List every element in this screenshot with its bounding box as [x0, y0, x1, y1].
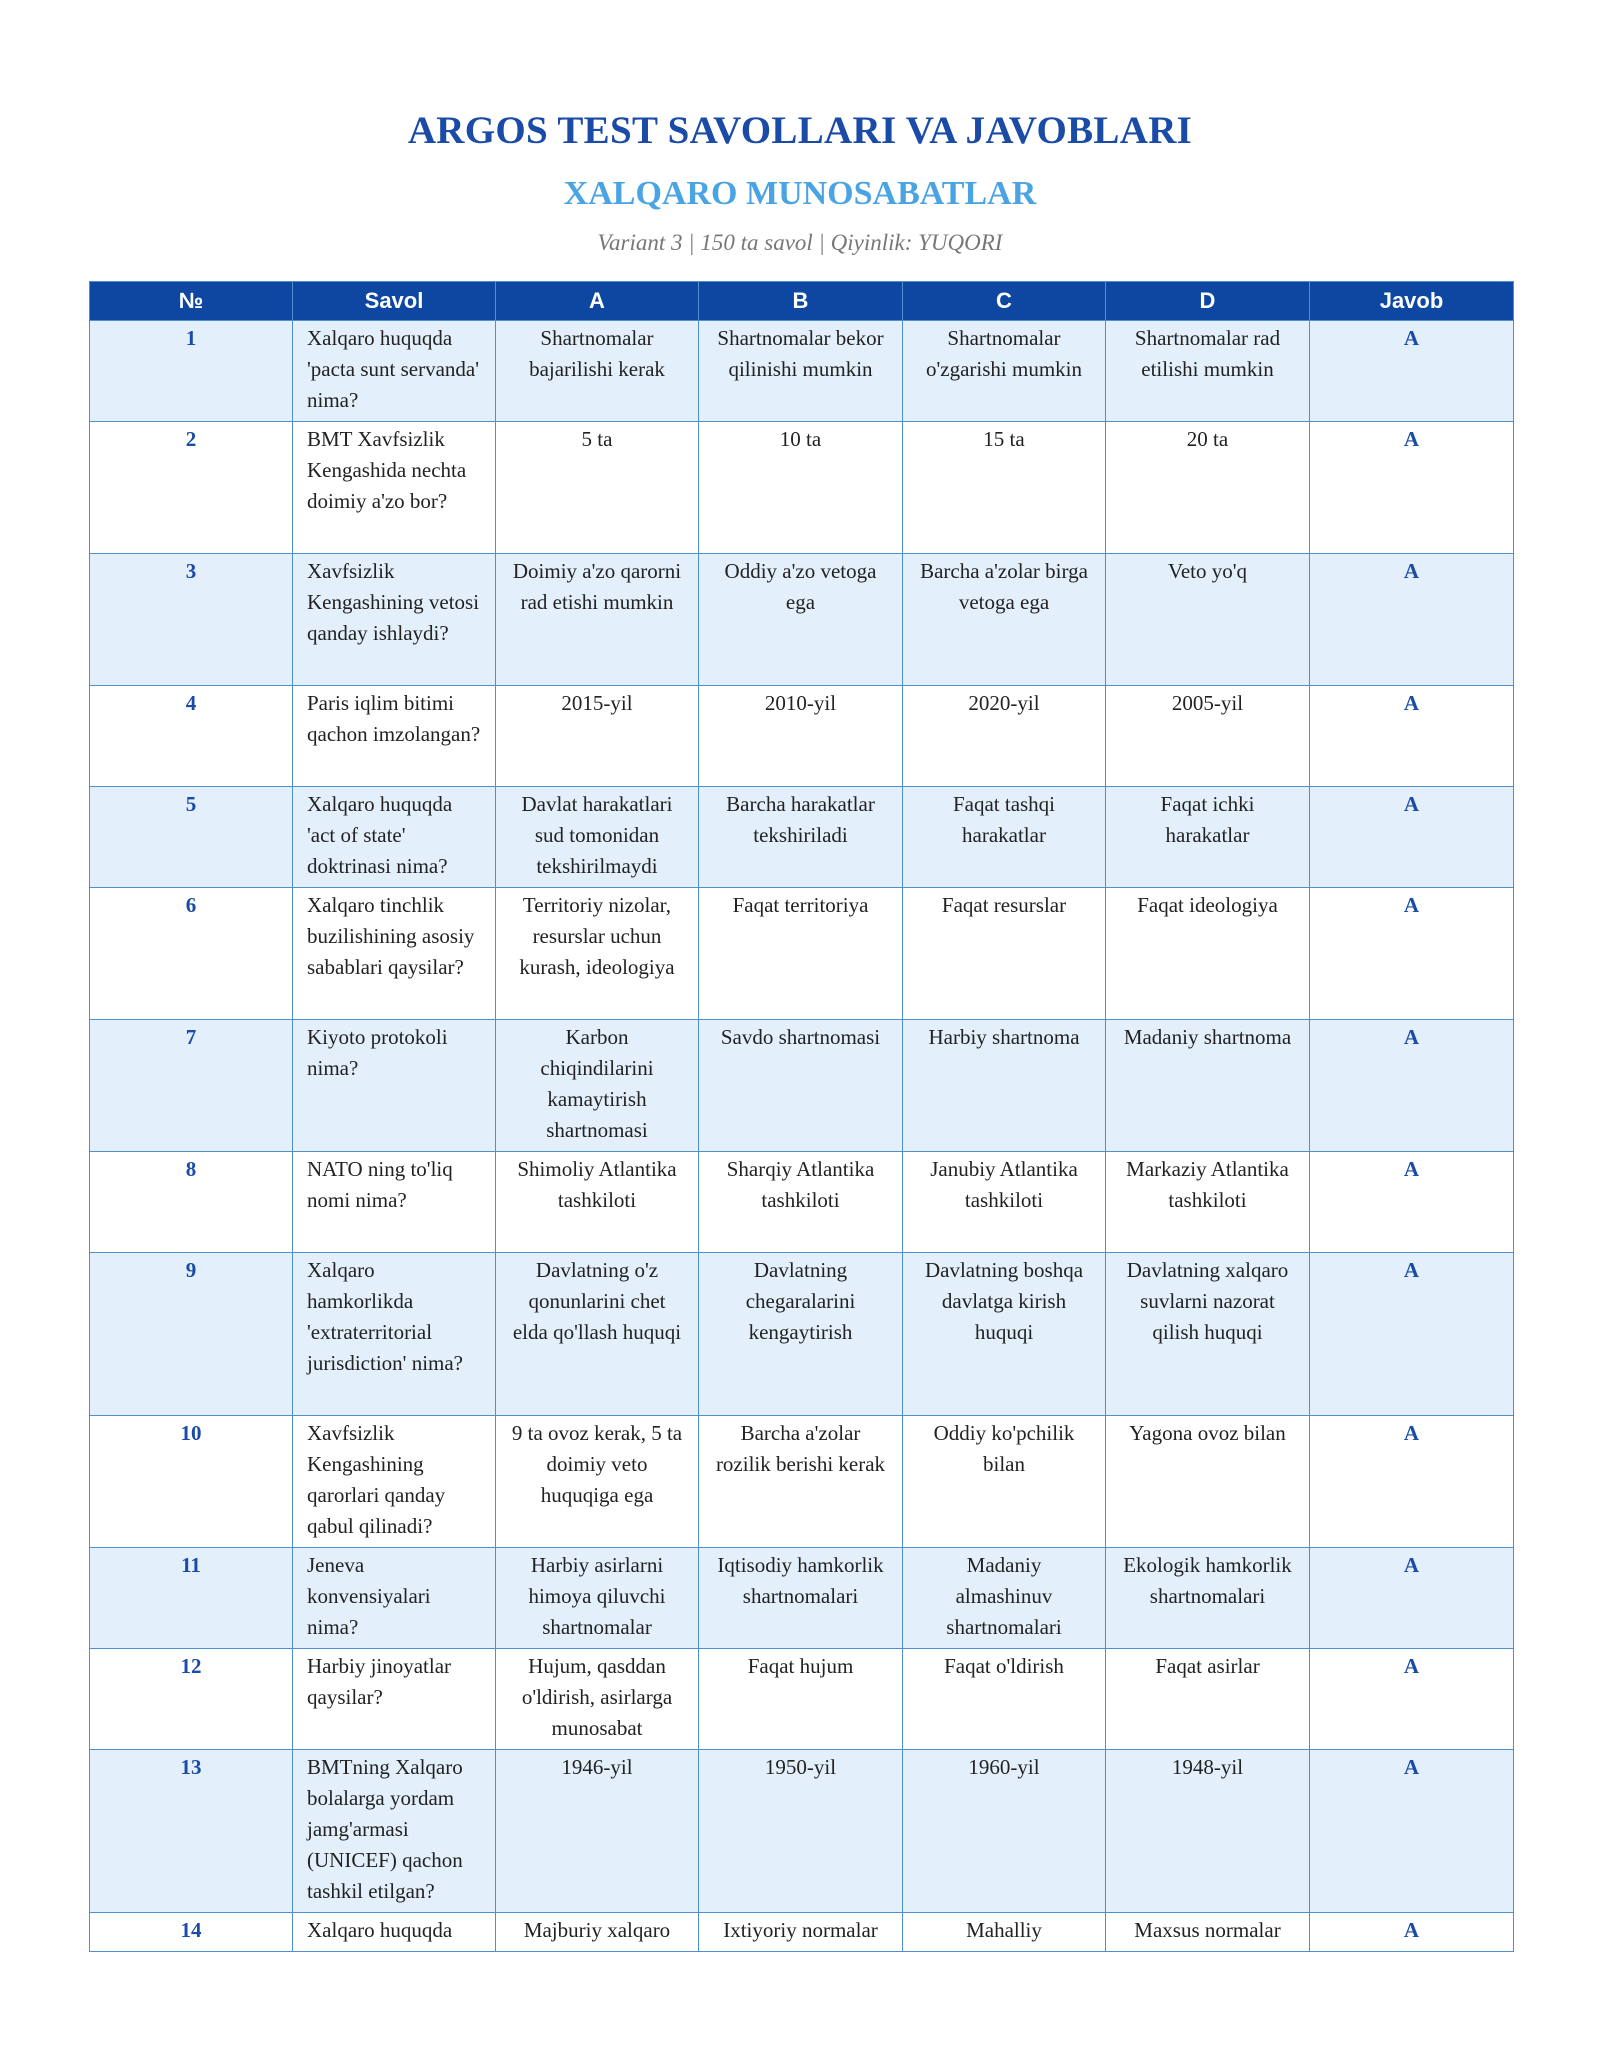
option-c: Faqat resurslar	[903, 888, 1106, 1020]
option-d: 2005-yil	[1106, 686, 1310, 787]
option-a: Territoriy nizolar, resurslar uchun kurash, ideologiya	[496, 888, 699, 1020]
option-b: 2010-yil	[699, 686, 903, 787]
option-d: 1948-yil	[1106, 1750, 1310, 1913]
option-b: Oddiy a'zo vetoga ega	[699, 554, 903, 686]
question-text: Xavfsizlik Kengashining vetosi qanday ishlaydi?	[293, 554, 496, 686]
option-a: Harbiy asirlarni himoya qiluvchi shartnomalar	[496, 1548, 699, 1649]
option-b: Ixtiyoriy normalar	[699, 1913, 903, 1952]
table-row	[90, 1020, 1514, 1152]
table-row	[90, 1750, 1514, 1913]
option-a: Davlat harakatlari sud tomonidan tekshirilmaydi	[496, 787, 699, 888]
option-a: Hujum, qasddan o'ldirish, asirlarga munosabat	[496, 1649, 699, 1750]
option-b: Barcha harakatlar tekshiriladi	[699, 787, 903, 888]
option-c: Faqat o'ldirish	[903, 1649, 1106, 1750]
col-header-question: Savol	[293, 282, 496, 321]
option-c: Mahalliy	[903, 1913, 1106, 1952]
question-number: 11	[90, 1548, 293, 1649]
question-number: 9	[90, 1253, 293, 1416]
answer: A	[1310, 1152, 1514, 1253]
answer: A	[1310, 1750, 1514, 1913]
question-number: 13	[90, 1750, 293, 1913]
option-d: Faqat ideologiya	[1106, 888, 1310, 1020]
question-number: 6	[90, 888, 293, 1020]
page-subtitle: XALQARO MUNOSABATLAR	[563, 175, 1037, 212]
table-header	[90, 282, 1514, 321]
question-number: 7	[90, 1020, 293, 1152]
option-c: Faqat tashqi harakatlar	[903, 787, 1106, 888]
question-text: Xalqaro hamkorlikda 'extraterritorial jurisdiction' nima?	[293, 1253, 496, 1416]
question-text: Jeneva konvensiyalari nima?	[293, 1548, 496, 1649]
option-b: Sharqiy Atlantika tashkiloti	[699, 1152, 903, 1253]
col-header-b: B	[699, 282, 903, 321]
question-text: BMT Xavfsizlik Kengashida nechta doimiy a'zo bor?	[293, 422, 496, 554]
answer: A	[1310, 1020, 1514, 1152]
question-text: Xalqaro huquqda 'pacta sunt servanda' nima?	[293, 321, 496, 422]
question-text: NATO ning to'liq nomi nima?	[293, 1152, 496, 1253]
option-b: 10 ta	[699, 422, 903, 554]
question-number: 14	[90, 1913, 293, 1952]
table-row	[90, 554, 1514, 686]
option-d: Yagona ovoz bilan	[1106, 1416, 1310, 1548]
question-text: Kiyoto protokoli nima?	[293, 1020, 496, 1152]
answer: A	[1310, 1649, 1514, 1750]
answer: A	[1310, 422, 1514, 554]
option-d: Shartnomalar rad etilishi mumkin	[1106, 321, 1310, 422]
question-text: Xalqaro huquqda	[293, 1913, 496, 1952]
option-b: Savdo shartnomasi	[699, 1020, 903, 1152]
option-c: Janubiy Atlantika tashkiloti	[903, 1152, 1106, 1253]
question-number: 4	[90, 686, 293, 787]
col-header-answer: Javob	[1310, 282, 1514, 321]
option-c: Barcha a'zolar birga vetoga ega	[903, 554, 1106, 686]
question-text: Xavfsizlik Kengashining qarorlari qanday qabul qilinadi?	[293, 1416, 496, 1548]
option-b: Faqat territoriya	[699, 888, 903, 1020]
option-d: Maxsus normalar	[1106, 1913, 1310, 1952]
option-c: 2020-yil	[903, 686, 1106, 787]
answer: A	[1310, 686, 1514, 787]
option-c: 1960-yil	[903, 1750, 1106, 1913]
answer: A	[1310, 1253, 1514, 1416]
table-row	[90, 1152, 1514, 1253]
option-d: Faqat asirlar	[1106, 1649, 1310, 1750]
option-b: Davlatning chegaralarini kengaytirish	[699, 1253, 903, 1416]
question-text: Paris iqlim bitimi qachon imzolangan?	[293, 686, 496, 787]
option-d: Davlatning xalqaro suvlarni nazorat qilish huquqi	[1106, 1253, 1310, 1416]
questions-table	[89, 281, 1514, 1952]
table-row	[90, 787, 1514, 888]
option-c: Davlatning boshqa davlatga kirish huquqi	[903, 1253, 1106, 1416]
option-b: Shartnomalar bekor qilinishi mumkin	[699, 321, 903, 422]
option-c: Oddiy ko'pchilik bilan	[903, 1416, 1106, 1548]
answer: A	[1310, 787, 1514, 888]
option-d: Markaziy Atlantika tashkiloti	[1106, 1152, 1310, 1253]
option-d: Veto yo'q	[1106, 554, 1310, 686]
option-d: Madaniy shartnoma	[1106, 1020, 1310, 1152]
question-text: Xalqaro tinchlik buzilishining asosiy sabablari qaysilar?	[293, 888, 496, 1020]
header-row	[90, 282, 1514, 321]
col-header-a: A	[496, 282, 699, 321]
option-c: 15 ta	[903, 422, 1106, 554]
table-row	[90, 1548, 1514, 1649]
option-b: Iqtisodiy hamkorlik shartnomalari	[699, 1548, 903, 1649]
option-a: Shimoliy Atlantika tashkiloti	[496, 1152, 699, 1253]
answer: A	[1310, 1913, 1514, 1952]
option-b: 1950-yil	[699, 1750, 903, 1913]
option-d: Faqat ichki harakatlar	[1106, 787, 1310, 888]
option-c: Shartnomalar o'zgarishi mumkin	[903, 321, 1106, 422]
answer: A	[1310, 888, 1514, 1020]
option-a: Shartnomalar bajarilishi kerak	[496, 321, 699, 422]
answer: A	[1310, 1548, 1514, 1649]
question-number: 10	[90, 1416, 293, 1548]
question-text: BMTning Xalqaro bolalarga yordam jamg'armasi (UNICEF) qachon tashkil etilgan?	[293, 1750, 496, 1913]
variant-info: Variant 3 | 150 ta savol | Qiyinlik: YUQORI	[597, 230, 1003, 255]
table-row	[90, 686, 1514, 787]
question-text: Xalqaro huquqda 'act of state' doktrinasi nima?	[293, 787, 496, 888]
table-row	[90, 1913, 1514, 1952]
option-a: Majburiy xalqaro	[496, 1913, 699, 1952]
option-a: Karbon chiqindilarini kamaytirish shartnomasi	[496, 1020, 699, 1152]
question-number: 12	[90, 1649, 293, 1750]
option-c: Harbiy shartnoma	[903, 1020, 1106, 1152]
table-row	[90, 422, 1514, 554]
option-d: 20 ta	[1106, 422, 1310, 554]
table-body	[90, 321, 1514, 1952]
option-a: Davlatning o'z qonunlarini chet elda qo'llash huquqi	[496, 1253, 699, 1416]
option-a: 1946-yil	[496, 1750, 699, 1913]
option-a: Doimiy a'zo qarorni rad etishi mumkin	[496, 554, 699, 686]
page-title: ARGOS TEST SAVOLLARI VA JAVOBLARI	[407, 109, 1193, 152]
col-header-number: №	[90, 282, 293, 321]
answer: A	[1310, 1416, 1514, 1548]
option-c: Madaniy almashinuv shartnomalari	[903, 1548, 1106, 1649]
option-a: 2015-yil	[496, 686, 699, 787]
option-a: 9 ta ovoz kerak, 5 ta doimiy veto huquqiga ega	[496, 1416, 699, 1548]
answer: A	[1310, 321, 1514, 422]
table-row	[90, 1649, 1514, 1750]
table-row	[90, 1416, 1514, 1548]
option-d: Ekologik hamkorlik shartnomalari	[1106, 1548, 1310, 1649]
question-number: 5	[90, 787, 293, 888]
table-row	[90, 1253, 1514, 1416]
table-row	[90, 321, 1514, 422]
col-header-d: D	[1106, 282, 1310, 321]
answer: A	[1310, 554, 1514, 686]
table-row	[90, 888, 1514, 1020]
option-a: 5 ta	[496, 422, 699, 554]
option-b: Faqat hujum	[699, 1649, 903, 1750]
question-number: 8	[90, 1152, 293, 1253]
question-number: 2	[90, 422, 293, 554]
question-number: 1	[90, 321, 293, 422]
option-b: Barcha a'zolar rozilik berishi kerak	[699, 1416, 903, 1548]
question-text: Harbiy jinoyatlar qaysilar?	[293, 1649, 496, 1750]
col-header-c: C	[903, 282, 1106, 321]
question-number: 3	[90, 554, 293, 686]
